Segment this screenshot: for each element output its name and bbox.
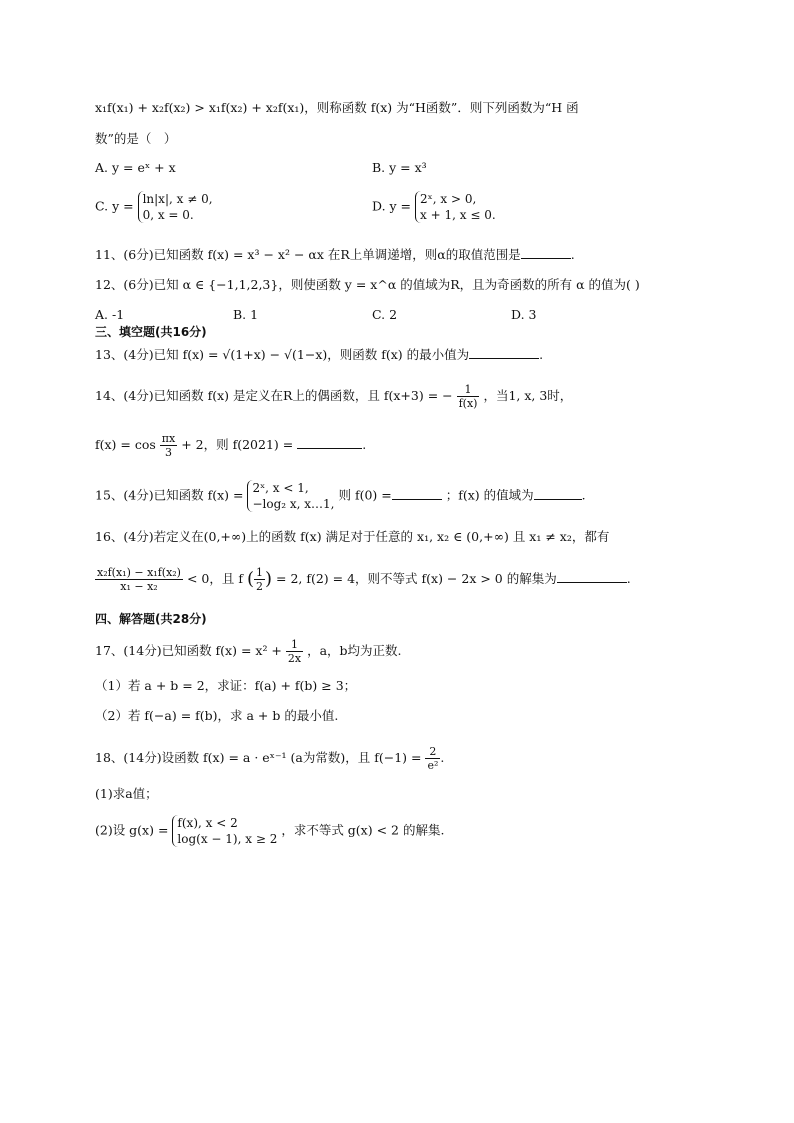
q15-text-a: 15、(4分)已知函数 f(x) = bbox=[95, 487, 244, 503]
q15-case2: −log₂ x, x…1, bbox=[252, 497, 335, 511]
q12-text: 12、(6分)已知 α ∈ {−1,1,2,3}，则使函数 y = x^α 的值域为R，且为奇函数的所有 α 的值为( ) bbox=[95, 277, 640, 292]
q14-frac2-den: 3 bbox=[165, 446, 172, 459]
q16-frac-den: x₁ − x₂ bbox=[120, 580, 158, 593]
q13-answer-blank bbox=[469, 346, 539, 359]
q18-part2-a: (2)设 g(x) = bbox=[95, 822, 169, 838]
q18-case1: f(x), x < 2 bbox=[177, 816, 238, 830]
q14-line2-a: f(x) = cos bbox=[95, 437, 156, 452]
q18-line1: 18、(14分)设函数 f(x) = a · eˣ⁻¹ (a为常数)，且 f(−1) = $\frac{2}{\text{e²}}$ . bbox=[95, 745, 445, 772]
q17-frac-num: 1 bbox=[286, 638, 303, 652]
q16-line2-b: = 2, f(2) = 4，则不等式 f(x) − 2x > 0 的解集为 bbox=[276, 571, 557, 586]
q10-option-c-case2: 0, x = 0. bbox=[142, 208, 194, 222]
q11-answer-blank bbox=[521, 246, 571, 259]
q17-part2: （2）若 f(−a) = f(b)，求 a + b 的最小值. bbox=[95, 708, 339, 723]
q14-frac2-num: πx bbox=[161, 432, 176, 445]
q10-option-c bbox=[95, 191, 213, 223]
q18-text-a: 18、(14分)设函数 f(x) = a · eˣ⁻¹ (a为常数)，且 f(−1) = bbox=[95, 750, 422, 765]
q14-frac-num: 1 bbox=[457, 383, 480, 397]
q11-text: 11、(6分)已知函数 f(x) = x³ − x² − αx 在R上单调递增，则α的取值范围是 bbox=[95, 247, 521, 262]
q15-text-b: 则 f(0) = bbox=[338, 487, 392, 503]
q15-cases bbox=[247, 480, 334, 512]
q16-fraction bbox=[95, 566, 183, 593]
q18-cases bbox=[172, 815, 277, 847]
q12-option-a: A. -1 bbox=[95, 307, 125, 322]
q18-case2: log(x − 1), x ≥ 2 bbox=[177, 832, 278, 846]
q11: 11、(6分)已知函数 f(x) = x³ − x² − αx 在R上单调递增，则α的取值范围是 . bbox=[95, 247, 575, 262]
q10-option-d-cases bbox=[415, 191, 496, 223]
q16-half-den: 2 bbox=[255, 580, 263, 593]
q14-text-b: ，当1, x, 3时， bbox=[483, 388, 573, 403]
q10-option-d-case2: x + 1, x ≤ 0. bbox=[420, 208, 496, 222]
q10-option-a: A. y = eˣ + x bbox=[95, 160, 176, 175]
q12-option-b: B. 1 bbox=[233, 307, 259, 322]
section-fill-in-title: 三、填空题(共16分) bbox=[95, 325, 207, 339]
q17-text-b: ，a，b均为正数. bbox=[307, 643, 402, 658]
q10-option-b: B. y = x³ bbox=[372, 160, 427, 175]
q10-option-d bbox=[372, 191, 496, 223]
q14-line2: f(x) = cos $\frac{\pi x}{3}$ + 2，则 f(2021) = . bbox=[95, 432, 367, 459]
q17-frac-den: 2x bbox=[287, 652, 302, 665]
q16-frac-num: x₂f(x₁) − x₁f(x₂) bbox=[97, 566, 181, 579]
q18-fraction bbox=[425, 745, 440, 772]
q18-part2-b: ，求不等式 g(x) < 2 的解集. bbox=[281, 822, 445, 838]
q18-frac-den: e² bbox=[427, 759, 439, 772]
q10-option-d-case1: 2ˣ, x > 0, bbox=[420, 192, 477, 206]
q15-answer-blank-1 bbox=[392, 487, 442, 500]
q18-part1: (1)求a值； bbox=[95, 786, 158, 801]
q10-line2: 数”的是（ ） bbox=[95, 131, 177, 146]
q10-option-c-label: C. y = bbox=[95, 198, 134, 214]
q12-option-d: D. 3 bbox=[511, 307, 537, 322]
section-answer-title: 四、解答题(共28分) bbox=[95, 612, 207, 626]
q18-part2 bbox=[95, 815, 444, 847]
q10-option-c-case1: ln|x|, x ≠ 0, bbox=[142, 192, 213, 206]
q16-answer-blank bbox=[557, 570, 627, 583]
q14-frac-den: f(x) bbox=[458, 397, 478, 410]
q14-text-a: 14、(4分)已知函数 f(x) 是定义在R上的偶函数，且 f(x+3) = − bbox=[95, 388, 453, 403]
q12-option-c: C. 2 bbox=[372, 307, 398, 322]
q15-answer-blank-2 bbox=[534, 487, 582, 500]
q18-frac-num: 2 bbox=[425, 745, 440, 759]
q17-line1 bbox=[95, 638, 402, 665]
q15-case1: 2ˣ, x < 1, bbox=[252, 481, 309, 495]
q16-half-num: 1 bbox=[255, 566, 263, 579]
q15-text-c: ；f(x) 的值域为 bbox=[445, 487, 534, 503]
q14-line2-b: + 2，则 f(2021) = bbox=[181, 437, 294, 452]
q14-answer-blank bbox=[297, 436, 362, 449]
q10-option-c-cases bbox=[138, 191, 213, 223]
q17-fraction bbox=[286, 638, 303, 665]
q16-line2-a: < 0，且 f bbox=[186, 571, 243, 586]
q10-line1: x₁f(x₁) + x₂f(x₂) > x₁f(x₂) + x₂f(x₁)，则称函数 f(x) 为“H函数”．则下列函数为“H 函 bbox=[95, 100, 579, 115]
q14-fraction2 bbox=[160, 432, 177, 459]
q16-line1: 16、(4分)若定义在(0,+∞)上的函数 f(x) 满足对于任意的 x₁, x₂ ∈ (0,+∞) 且 x₁ ≠ x₂，都有 bbox=[95, 529, 610, 544]
q10-option-d-label: D. y = bbox=[372, 198, 412, 214]
q13: 13、(4分)已知 f(x) = √(1+x) − √(1−x)，则函数 f(x) 的最小值为 . bbox=[95, 347, 544, 362]
q17-part1: （1）若 a + b = 2，求证：f(a) + f(b) ≥ 3； bbox=[95, 678, 357, 693]
q14-line1 bbox=[95, 383, 572, 410]
q14-fraction bbox=[457, 383, 480, 410]
q13-text: 13、(4分)已知 f(x) = √(1+x) − √(1−x)，则函数 f(x) 的最小值为 bbox=[95, 347, 470, 362]
q15: 15、(4分)已知函数 f(x) = 2ˣ, x < 1, −log₂ x, x…1, 则 f(0) = ；f(x) 的值域为 . bbox=[95, 481, 586, 511]
q16-half bbox=[254, 566, 265, 593]
q16-line2: $\frac{\text{x₂f(x₁) − x₁f(x₂)}}{\text{x₁ − x₂}}$ < 0，且 f ( $\frac{1}{2}$ ) = 2, f(2) = 4，则不等式 f(x) − 2x > 0 的解集为 . bbox=[97, 566, 631, 593]
q17-text-a: 17、(14分)已知函数 f(x) = x² + bbox=[95, 643, 282, 658]
